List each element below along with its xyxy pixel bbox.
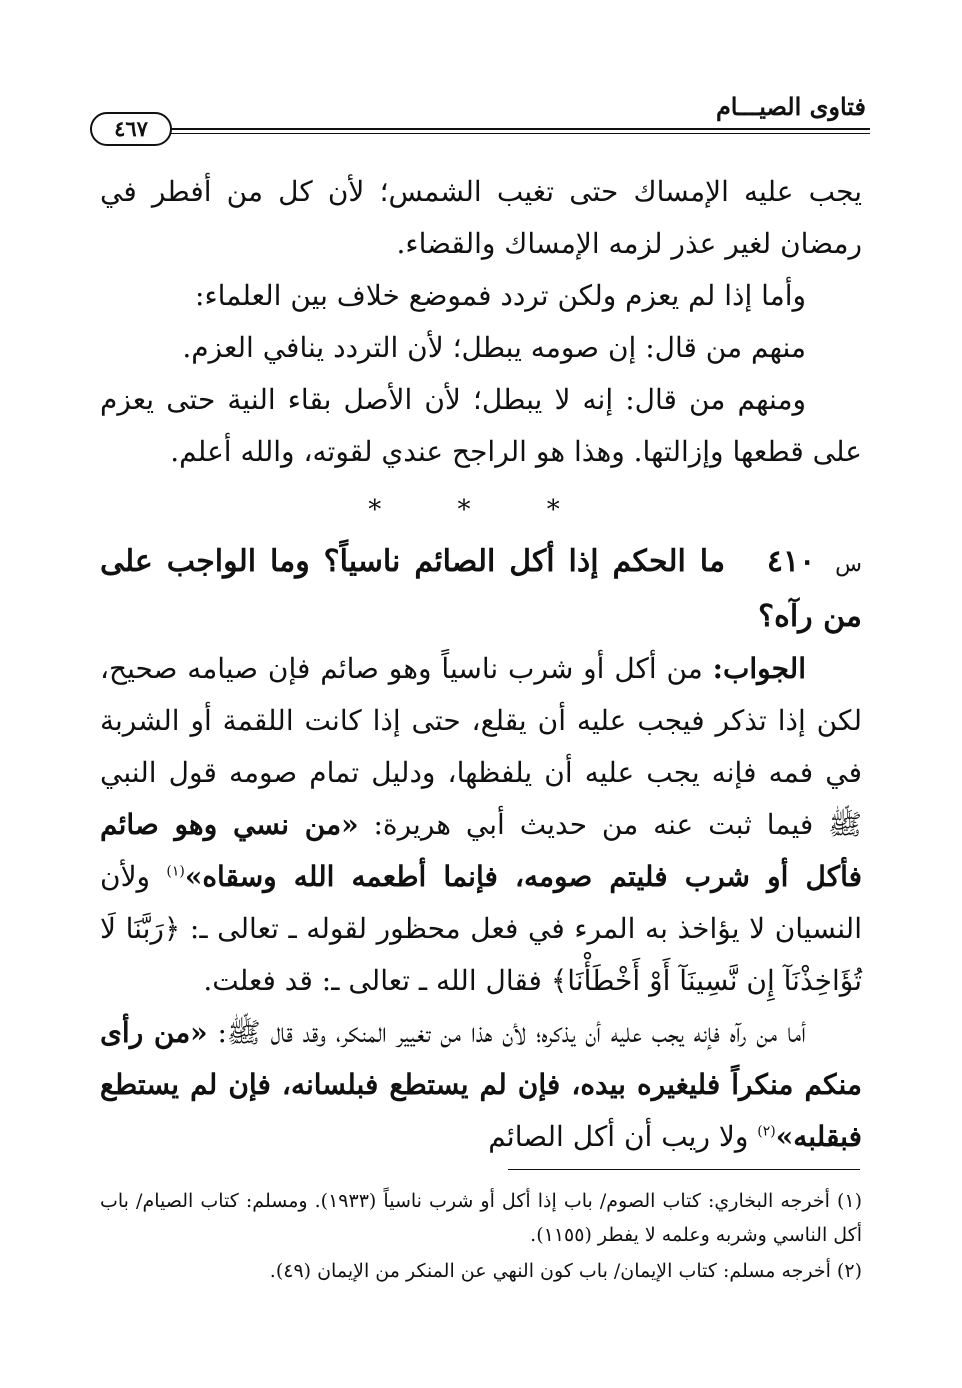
footnote: (١) أخرجه البخاري: كتاب الصوم/ باب إذا أكل أو شرب ناسياً (١٩٣٣). ومسلم: كتاب الصيام/ باب أكل الناسي وشربه وعلمه لا يفطر (١١٥٥). xyxy=(100,1190,862,1246)
answer-text: فقال الله ـ تعالى ـ: قد فعلت. xyxy=(203,964,542,997)
header-rule xyxy=(170,128,870,130)
quran-verse: ﴿رَبَّنَا لَا تُؤَاخِذْنَآ إِن نَّسِينَآ أَوْ أَخْطَأْنَا﴾ xyxy=(100,912,862,997)
paragraph: منهم من قال: إن صومه يبطل؛ لأن التردد ينافي العزم. xyxy=(182,331,806,364)
page-header xyxy=(90,92,870,142)
hadith-quote: «من رأى منكم منكراً فليغيره بيده، فإن لم يستطع فبلسانه، فإن لم يستطع فبقلبه» xyxy=(100,1016,862,1153)
footnote-ref: (٢) xyxy=(757,1123,776,1140)
running-title: فتاوى الصيـــام xyxy=(715,92,866,121)
paragraph-text: ولا ريب أن أكل الصائم xyxy=(488,1120,749,1153)
answer-paragraph xyxy=(100,643,862,1007)
header-rule-thin xyxy=(170,133,870,134)
footnote-ref: (١) xyxy=(166,863,185,880)
hadith-quote: «من نسي وهو صائم فأكل أو شرب فليتم صومه، فإنما أطعمه الله وسقاه» xyxy=(100,808,863,893)
main-text xyxy=(100,166,862,1163)
paragraph xyxy=(100,1007,862,1163)
paragraph-text: أما من رآه فإنه يجب عليه أن يذكره؛ لأن هذا من تغيير المنكر، وقد قال ﷺ: xyxy=(217,1016,806,1049)
page-number: ٤٦٧ xyxy=(90,112,172,146)
footnote-rule xyxy=(508,1169,860,1170)
question-marker-icon: س xyxy=(835,552,862,577)
paragraph: يجب عليه الإمساك حتى تغيب الشمس؛ لأن كل من أفطر في رمضان لغير عذر لزمه الإمساك والقضاء. xyxy=(100,175,862,260)
paragraph: وأما إذا لم يعزم ولكن تردد فموضع خلاف بين العلماء: xyxy=(195,279,806,312)
question-text: ما الحكم إذا أكل الصائم ناسياً؟ وما الواجب على من رآه؟ xyxy=(100,544,862,634)
section-divider: * * * xyxy=(368,495,594,525)
footnotes xyxy=(100,1184,862,1290)
question-heading xyxy=(100,536,862,643)
answer-text: ولأن النسيان لا يؤاخذ به المرء في فعل محظور لقوله ـ تعالى ـ: xyxy=(100,860,862,945)
paragraph: ومنهم من قال: إنه لا يبطل؛ لأن الأصل بقاء النية حتى يعزم على قطعها وإزالتها. وهذا هو الراجح عندي لقوته، والله أعلم. xyxy=(100,383,862,468)
answer-label: الجواب: xyxy=(712,652,806,685)
question-number: ٤١٠ xyxy=(766,544,816,579)
answer-text: من أكل أو شرب ناسياً وهو صائم فإن صيامه صحيح، لكن إذا تذكر فيجب عليه أن يقلع، حتى إذا كانت اللقمة أو الشربة في فمه فإنه يجب عليه أن يلفظها، ودليل تمام صومه قول النبي ﷺ فيما ثبت عنه من حديث أبي هريرة: xyxy=(100,652,862,841)
footnote: (٢) أخرجه مسلم: كتاب الإيمان/ باب كون النهي عن المنكر من الإيمان (٤٩). xyxy=(269,1260,862,1282)
